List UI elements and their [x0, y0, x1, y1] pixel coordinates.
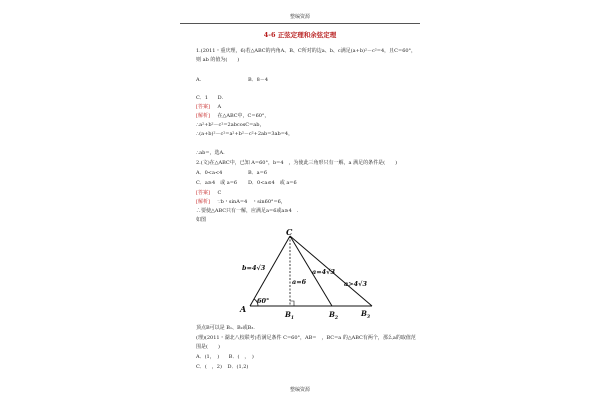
q1-analysis: [196, 113, 269, 120]
q1-analysis-text: 在△ABC中，C=60°，: [217, 113, 270, 119]
q2-option-b: B．a=6: [248, 170, 268, 176]
q3-options-ab: [196, 354, 254, 361]
q1-step-3: ∴ab=，选A.: [196, 150, 225, 156]
vertex-c-label: C: [286, 228, 293, 237]
q1-option-d: D.: [217, 95, 224, 101]
vertex-b3-label: $B_3$: [361, 309, 371, 320]
q1-analysis-label: [解析]: [196, 113, 210, 119]
q1-stem-2: 则 ab 的值为( ): [196, 57, 240, 63]
q2-option-c: C．a≥4 或 a=6: [196, 180, 238, 186]
q1-stem: 1.(2011・重庆理，6)若△ABC的内角A、B、C所对的边a、b、c满足(a+b)²－c²=4，且C=60°，: [196, 48, 417, 54]
section-title: 4-6 正弦定理和余弦定理: [263, 31, 337, 39]
q3-option-c: C．( ，2): [196, 364, 222, 370]
q1-option-b: B．8－4: [248, 77, 269, 83]
q1-answer-value: A: [217, 104, 222, 110]
right-angle-marker: [290, 301, 294, 306]
q3-option-b: B．( ， ): [228, 354, 254, 360]
q2-answer-label: [答案]: [196, 190, 210, 196]
q2-step-1: ∴要使△ABC只有一解，应满足a=6或a≥4 .: [196, 208, 299, 214]
vertex-a-label: A: [240, 304, 247, 314]
q1-options-cd: [196, 95, 223, 102]
q2-option-d: D．0<a≤4 或 a=6: [248, 180, 297, 186]
height-label: a=6: [292, 278, 307, 286]
page-footer: 整编资源: [289, 387, 310, 393]
q2-analysis-text: ∵b・sinA=4 ・sin60°=6，: [217, 199, 286, 205]
q2-analysis-label: [解析]: [196, 199, 210, 205]
q2-options-cd: [196, 180, 297, 187]
q1-options-ab: [196, 77, 269, 84]
q1-option-a: A.: [196, 77, 202, 83]
q1-answer: [196, 104, 221, 111]
q3-stem: (理)(2011・湖北八校联考)若满足条件 C=60°，AB= ，BC=a 的△ABC有两个，那么a的取值范: [196, 335, 416, 341]
q2-after-figure: 顶点B可以是 B₁、B₂或B₃.: [196, 325, 255, 331]
q3-option-d: D．(1,2): [227, 364, 249, 370]
q1-answer-label: [答案]: [196, 104, 210, 110]
q2-answer-value: C: [217, 190, 222, 196]
right-side-label: a>4√3: [344, 280, 367, 288]
q2-figure-label: 如图: [196, 217, 207, 223]
q3-options-cd: [196, 364, 248, 371]
q3-stem-2: 围是( ): [196, 344, 220, 350]
q2-options-ab: [196, 170, 268, 177]
q1-step-2: ∴(a+b)²－c²=a²+b²－c²+2ab=3ab=4，: [196, 131, 294, 137]
side-b-label: b=4√3: [242, 264, 266, 272]
q1-step-1: ∴a²+b²－c²=2abcosC=ab，: [196, 122, 265, 128]
angle-label: 60°: [257, 297, 270, 305]
q2-analysis: [196, 199, 286, 206]
q1-option-c: C．1: [196, 95, 209, 101]
mid-side-label: a=4√3: [312, 268, 335, 276]
triangle-figure: [230, 228, 380, 320]
q2-answer: [196, 190, 221, 197]
q3-option-a: A．(1， ): [196, 354, 220, 360]
vertex-b1-label: $B_1$: [285, 310, 295, 320]
page-header: 整编资源: [180, 13, 420, 24]
q2-option-a: A．0<a<4: [196, 170, 223, 176]
vertex-b2-label: $B_2$: [329, 310, 339, 320]
q2-stem: 2.(文)在△ABC中，已知 A=60°，b=4 ，为使此三角形只有一解，a 满足的条件是( ): [196, 160, 398, 166]
